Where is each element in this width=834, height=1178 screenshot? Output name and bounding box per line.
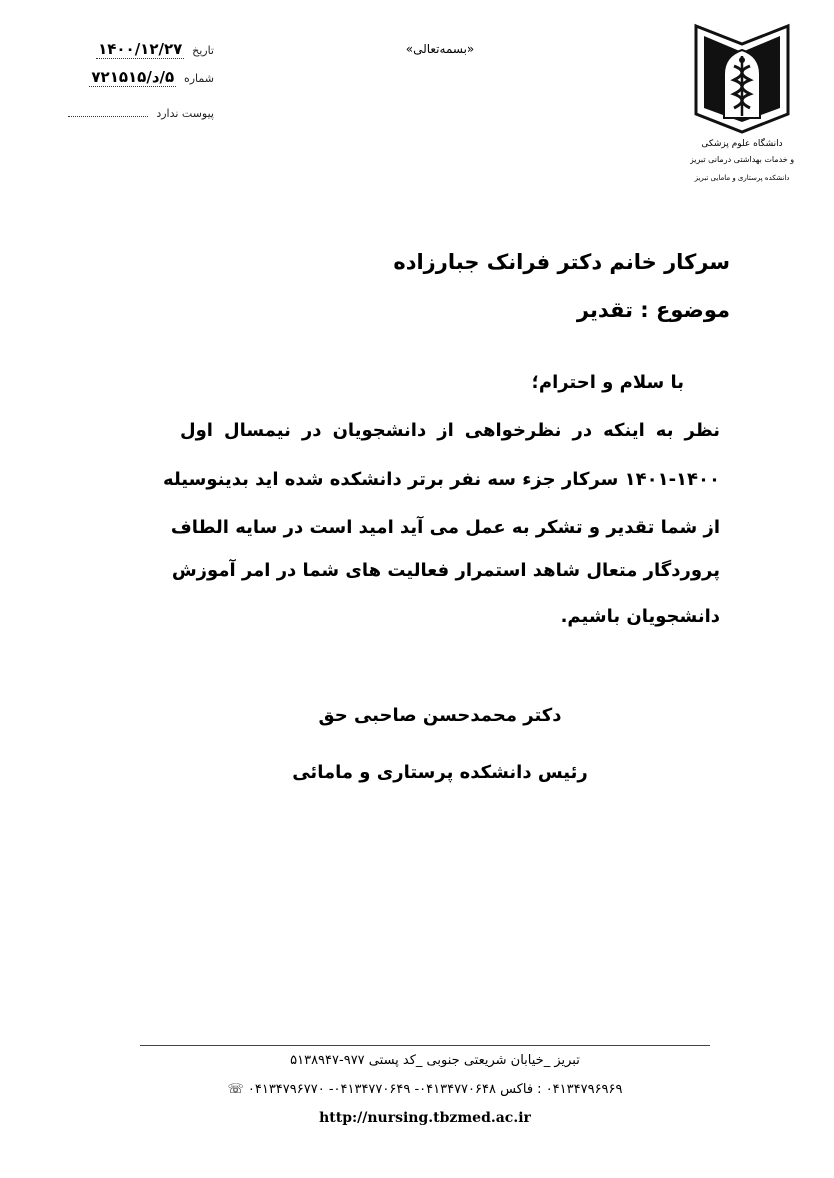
body-line: پروردگار متعال شاهد استمرار فعالیت های شما در امر آموزش (171, 560, 720, 581)
university-logo (690, 22, 794, 194)
attachment-row (68, 106, 214, 120)
logo-caption-line2: و خدمات بهداشتی درمانی تبریز (690, 155, 794, 164)
signatory-title: رئیس دانشکده پرستاری و مامائی (292, 762, 588, 783)
attachment-dots (68, 116, 148, 117)
footer-address: تبریز _خیابان شریعتی جنوبی _کد پستی ۹۷۷-۵۱۳۸۹۴۷ (290, 1053, 580, 1068)
footer-website-link[interactable]: http://nursing.tbzmed.ac.ir (319, 1110, 531, 1126)
logo-caption-line3: دانشکده پرستاری و مامایی تبریز (694, 174, 790, 182)
date-row (92, 40, 214, 58)
body-line: از شما تقدیر و تشکر به عمل می آید امید است در سایه الطاف (170, 517, 720, 538)
body-line: نظر به اینکه در نظرخواهی از دانشجویان در نیمسال اول (180, 420, 720, 441)
date-label: تاریخ (192, 44, 214, 57)
footer-divider (140, 1045, 710, 1046)
attachment-label: پیوست ندارد (156, 107, 214, 120)
footer-phones: ۰۴۱۳۴۷۹۶۹۶۹ : فاکس ۰۴۱۳۴۷۷۰۶۴۸- ۰۴۱۳۴۷۷۰۶۴۹- ۰۴۱۳۴۷۹۶۷۷۰ ☏ (227, 1082, 623, 1097)
date-value: ۱۴۰۰/۱۲/۲۷ (98, 40, 183, 58)
number-value: ۵/د/۷۲۱۵۱۵ (91, 68, 175, 86)
signatory-name: دکتر محمدحسن صاحبی حق (318, 705, 562, 726)
subject: موضوع : تقدیر (576, 298, 730, 322)
basmala: «بسمه‌تعالی» (405, 42, 475, 56)
body-line: ۱۴۰۱-۱۴۰۰ سرکار جزء سه نفر برتر دانشکده شده اید بدینوسیله (163, 469, 720, 490)
body-line: دانشجویان باشیم. (560, 606, 720, 627)
greeting: با سلام و احترام؛ (531, 372, 684, 393)
number-label: شماره (183, 72, 214, 85)
logo-caption-line1: دانشگاه علوم پزشکی (701, 139, 783, 149)
number-row (85, 68, 214, 86)
recipient: سرکار خانم دکتر فرانک جبارزاده (393, 250, 730, 274)
logo-caption (690, 137, 794, 182)
